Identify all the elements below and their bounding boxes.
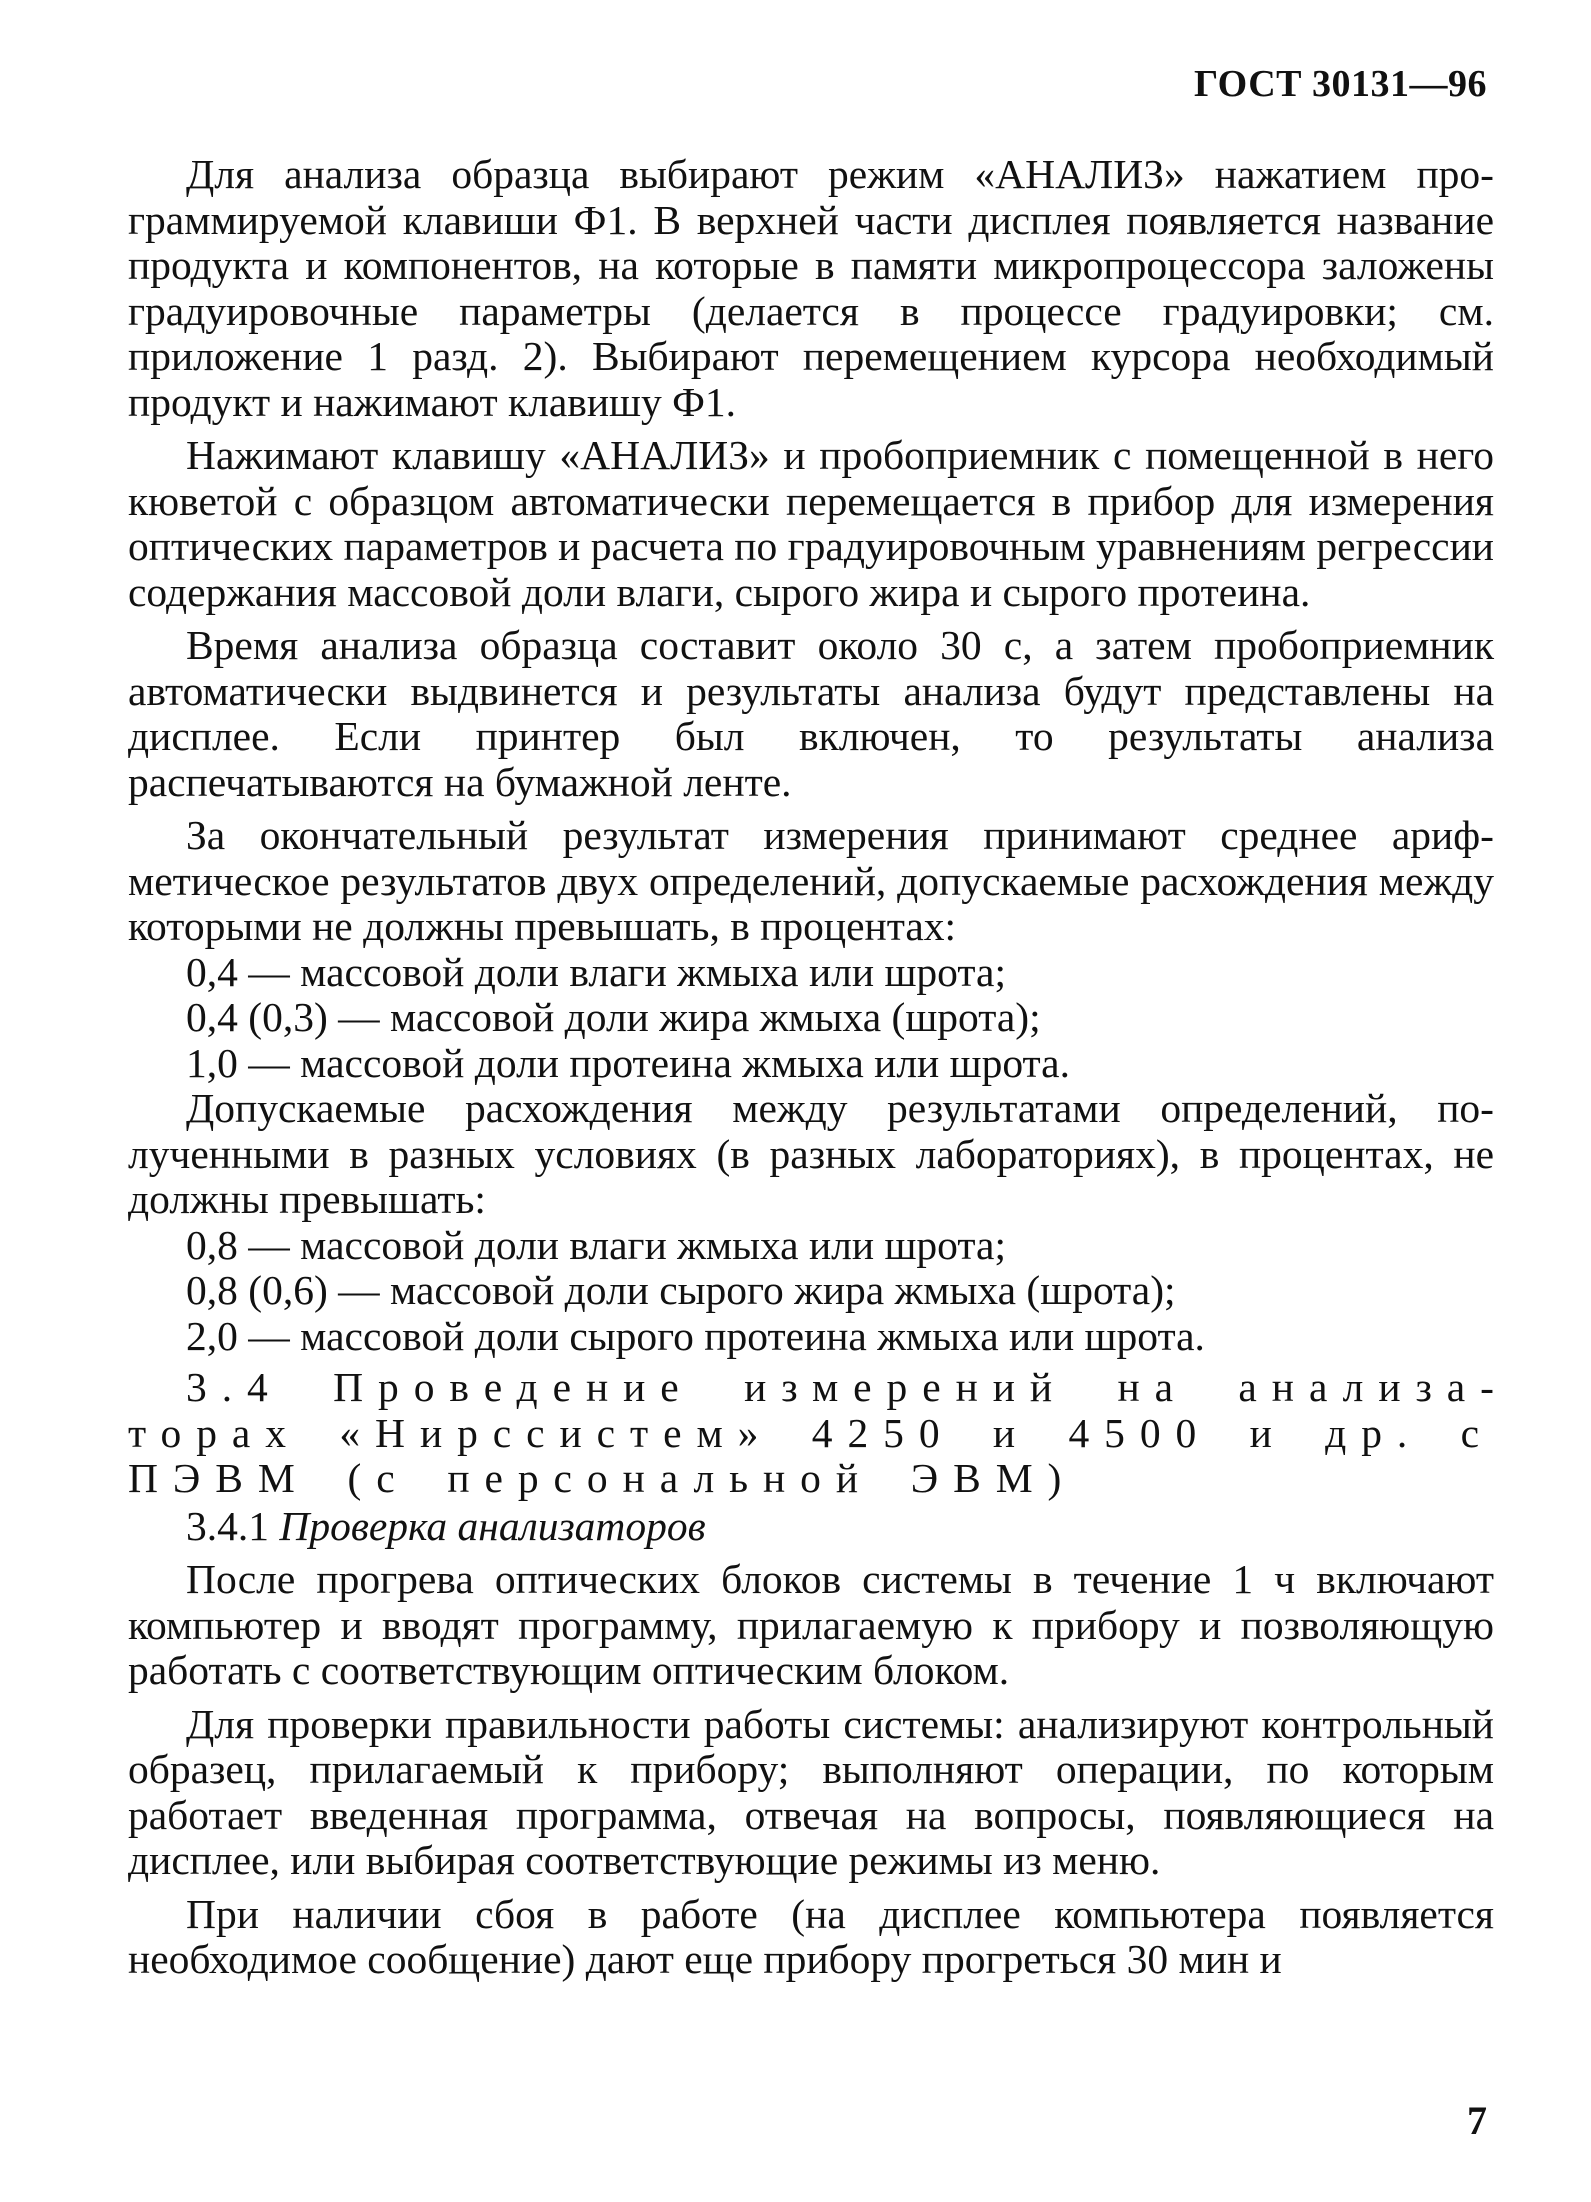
page-body: [128, 152, 1494, 1983]
paragraph-system-check: Для проверки правильности работы системы: анализируют контрольный образец, прилагаемый к прибору; выполняют операции, по которым работает введенная программа, отвечая на вопросы, появляющиеся на дисплее, или выбирая соответствующие режимы из меню.: [128, 1700, 1494, 1883]
paragraph-final-result: За окончательный результат измерения принимают среднее арифметическое результатов двух определений, допускаемые расхождения между которыми не должны превышать, в процентах:: [128, 812, 1494, 949]
list-item: 0,4 — массовой доли влаги жмыха или шрота;: [186, 948, 1006, 995]
document-header: ГОСТ 30131—96: [1193, 63, 1487, 105]
subsection-number: 3.4.1: [186, 1502, 269, 1549]
paragraph-failure: При наличии сбоя в работе (на дисплее компьютера появляется необходимое сообщение) дают еще прибору прогреться 30 мин и: [128, 1890, 1494, 1982]
section-heading: 3.4 Проведение измерений на анализаторах «Нирссистем» 4250 и 4500 и др. с ПЭВМ (с персональной ЭВМ): [128, 1364, 1494, 1501]
paragraph-analysis-mode: Для анализа образца выбирают режим «АНАЛИЗ» нажатием программируемой клавиши Ф1. В верхней части дисплея появляется название продукта и компонентов, на которые в памяти микропроцессора заложены градуировочные параметры (делается в процессе градуировки; см. приложение 1 разд. 2). Выбирают перемещением курсора необходимый продукт и нажимают клавишу Ф1.: [128, 151, 1494, 425]
paragraph-analysis-key: Нажимают клавишу «АНАЛИЗ» и пробоприемник с помещенной в него кюветой с образцом автоматически перемещается в прибор для измерения оптических параметров и расчета по градуировочным уравнениям регрессии содержания массовой доли влаги, сырого жира и сырого протеина.: [128, 432, 1494, 615]
list-item: 1,0 — массовой доли протеина жмыха или шрота.: [186, 1039, 1070, 1086]
subsection-title: Проверка анализаторов: [279, 1502, 706, 1549]
paragraph-warmup: После прогрева оптических блоков системы в течение 1 ч включают компьютер и вводят программу, прилагаемую к прибору и позволяющую работать с соответствующим оптическим блоком.: [128, 1556, 1494, 1693]
paragraph-allowed-deviation: Допускаемые расхождения между результатами определений, полученными в разных условиях (в разных лабораториях), в процентах, не должны превышать:: [128, 1085, 1494, 1222]
subsection-heading: [128, 1504, 1494, 1550]
list-item: 2,0 — массовой доли сырого протеина жмыха или шрота.: [186, 1312, 1205, 1359]
list-item: 0,8 — массовой доли влаги жмыха или шрота;: [186, 1221, 1006, 1268]
paragraph-analysis-time: Время анализа образца составит около 30 с, а затем пробоприемник автоматически выдвинется и результаты анализа будут представлены на дисплее. Если принтер был включен, то результаты анализа распечатываются на бумажной ленте.: [128, 622, 1494, 805]
page-number: 7: [1467, 2098, 1487, 2143]
list-item: 0,8 (0,6) — массовой доли сырого жира жмыха (шрота);: [186, 1267, 1176, 1313]
list-item: 0,4 (0,3) — массовой доли жира жмыха (шрота);: [186, 994, 1041, 1040]
